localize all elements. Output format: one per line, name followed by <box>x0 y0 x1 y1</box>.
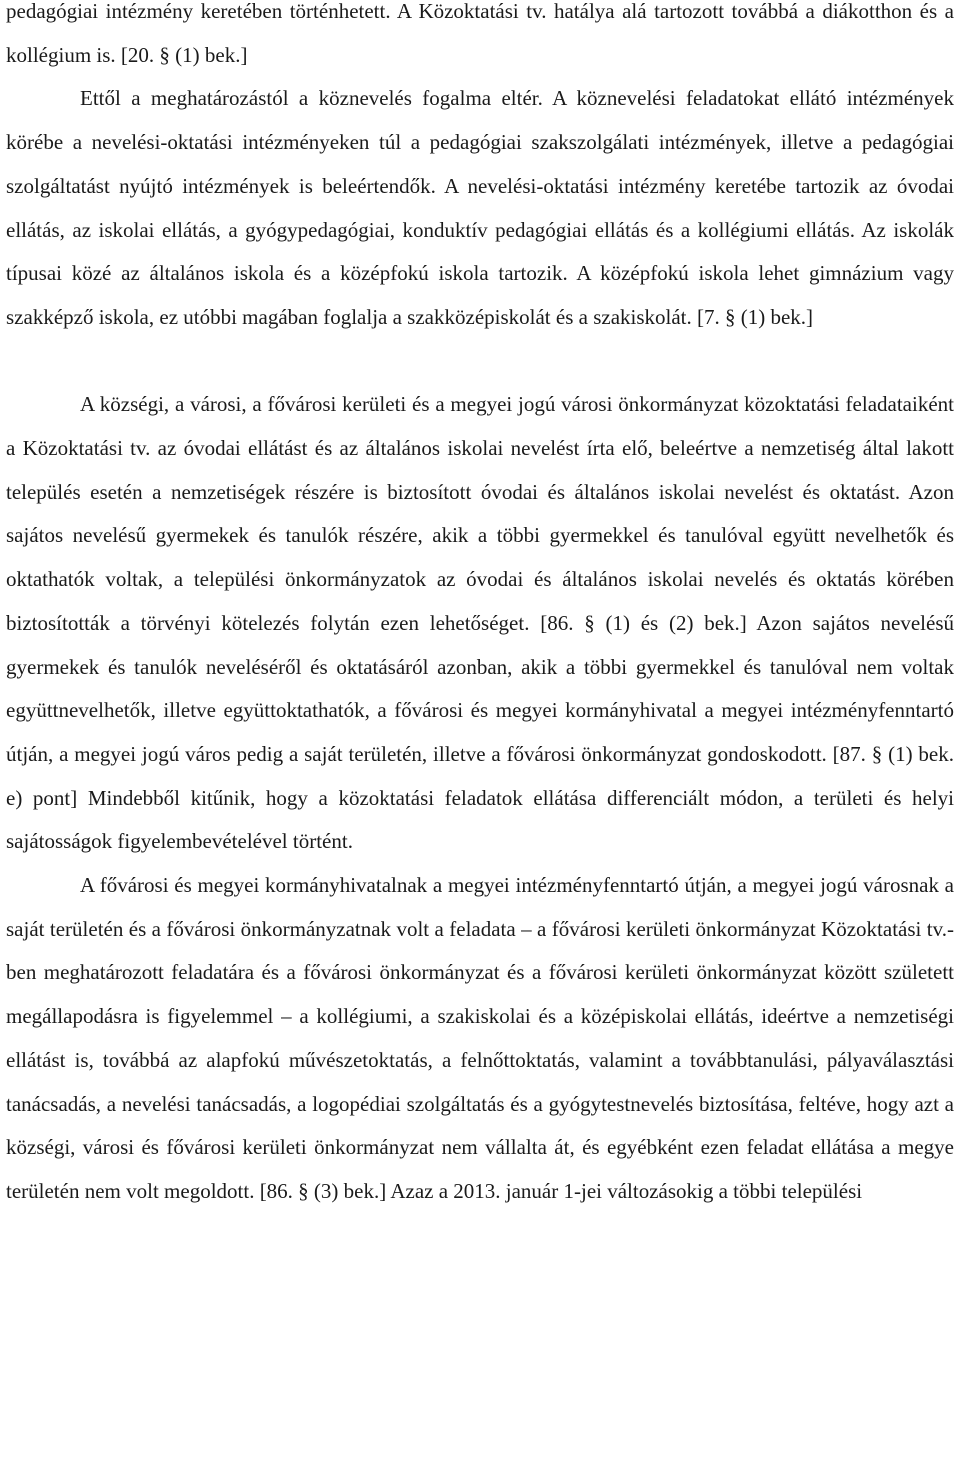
paragraph-3: A községi, a városi, a fővárosi kerületi és a megyei jogú városi önkormányzat közoktatási feladataiként a Közoktatási tv. az óvodai ellátást és az általános iskolai nevelést írta elő, beleértve a nemzetiség által lakott település esetén a nemzetiségek részére is biztosított óvodai és általános iskolai nevelést és oktatást. Azon sajátos nevelésű gyermekek és tanulók részére, akik a többi gyermekkel és tanulóval együtt nevelhetők és oktathatók voltak, a települési önkormányzatok az óvodai és általános iskolai nevelés és oktatás körében biztosították a törvényi kötelezés folytán ezen lehetőséget. [86. § (1) és (2) bek.] Azon sajátos nevelésű gyermekek és tanulók neveléséről és oktatásáról azonban, akik a többi gyermekkel és tanulóval nem voltak együttnevelhetők, illetve együttoktathatók, a fővárosi és megyei kormányhivatal a megyei intézményfenntartó útján, a megyei jogú város pedig a saját területén, illetve a fővárosi önkormányzat gondoskodott. [87. § (1) bek. e) pont] Mindebből kitűnik, hogy a közoktatási feladatok ellátása differenciált módon, a területi és helyi sajátosságok figyelembevételével történt. <box>6 392 954 854</box>
document-page <box>6 0 954 1214</box>
paragraph-1: pedagógiai intézmény keretében történhetett. A Közoktatási tv. hatálya alá tartozott továbbá a diákotthon és a kollégium is. [20. § (1) bek.] <box>6 0 954 67</box>
paragraph-2: Ettől a meghatározástól a köznevelés fogalma eltér. A köznevelési feladatokat ellátó intézmények körébe a nevelési-oktatási intézményeken túl a pedagógiai szakszolgálati intézmények, illetve a pedagógiai szolgáltatást nyújtó intézmények is beleértendők. A nevelési-oktatási intézmény keretébe tartozik az óvodai ellátás, az iskolai ellátás, a gyógypedagógiai, konduktív pedagógiai ellátás és a kollégiumi ellátás. Az iskolák típusai közé az általános iskola és a középfokú iskola tartozik. A középfokú iskola lehet gimnázium vagy szakképző iskola, ez utóbbi magában foglalja a szakközépiskolát és a szakiskolát. [7. § (1) bek.] <box>6 86 954 329</box>
paragraph-gap <box>6 340 954 384</box>
paragraph-4: A fővárosi és megyei kormányhivatalnak a megyei intézményfenntartó útján, a megyei jogú városnak a saját területén és a fővárosi önkormányzatnak volt a feladata – a fővárosi kerületi önkormányzat Közoktatási tv.-ben meghatározott feladatára és a fővárosi önkormányzat és a fővárosi kerületi önkormányzat között született megállapodásra is figyelemmel – a kollégiumi, a szakiskolai és a középiskolai ellátás, ideértve a nemzetiségi ellátást is, továbbá az alapfokú művészetoktatás, a felnőttoktatás, valamint a továbbtanulási, pályaválasztási tanácsadás, a nevelési tanácsadás, a logopédiai szolgáltatás és a gyógytestnevelés biztosítása, feltéve, hogy azt a községi, városi és fővárosi kerületi önkormányzat nem vállalta át, és egyébként ezen feladat ellátása a megye területén nem volt megoldott. [86. § (3) bek.] Azaz a 2013. január 1-jei változásokig a többi települési <box>6 873 954 1203</box>
